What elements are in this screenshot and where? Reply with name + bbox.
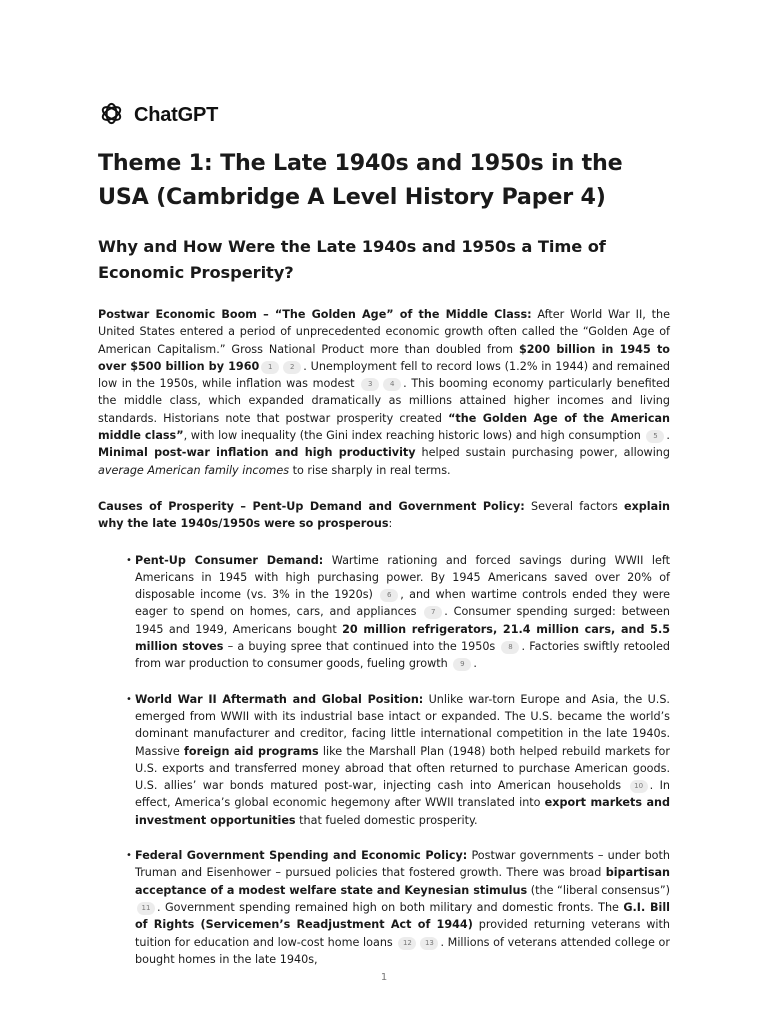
paragraph-postwar-boom [98,306,670,479]
citation-badge[interactable]: 7 [424,606,442,619]
bold-text: G.I. Bill of Rights (Servicemen’s Readjustment Act of 1944) [135,900,670,932]
causes-list [127,552,670,969]
list-item-federal-spending [127,847,670,968]
citation-badge[interactable]: 9 [453,658,471,671]
bold-text: Federal Government Spending and Economic Policy: [135,849,468,863]
citation-badge[interactable]: 5 [646,430,664,443]
text-run: : [388,517,393,531]
citation-badge[interactable]: 3 [361,378,379,391]
list-item-pent-up-demand [127,552,670,673]
text-run: . Millions of veterans attended college or bought homes in the late 1940s, [135,935,670,966]
openai-logo-icon [98,100,125,131]
bold-text: Minimal post-war inflation and high productivity [98,446,416,460]
bold-text: export markets and investment opportunities [135,796,670,827]
citation-badge[interactable]: 6 [380,589,398,602]
bold-text: explain why the late 1940s/1950s were so prosperous [98,499,670,531]
bold-text: bipartisan acceptance of a modest welfare state and Keynesian stimulus [135,866,670,897]
text-run: helped sustain purchasing power, allowing [415,446,670,460]
bold-text: foreign aid programs [184,744,319,758]
bold-text: Causes of Prosperity – Pent-Up Demand and Government Policy: [98,499,525,513]
brand-name: ChatGPT [134,104,219,126]
citation-badge[interactable]: 8 [501,641,519,654]
page-number: 1 [380,972,388,983]
bold-text: 20 million refrigerators, 21.4 million cars, and 5.5 million stoves [135,622,670,654]
text-run: . This booming economy particularly benefited the middle class, which expanded dramatically as millions attained higher incomes and living standards. Historians note that postwar prosperity created [98,377,670,425]
text-run: like the Marshall Plan (1948) both helped rebuild markets for U.S. exports and transferred money abroad that often returned to purchase American goods. U.S. allies’ war bonds matured post-war, injecting cash into American households [135,744,670,793]
text-run: Several factors [524,499,624,513]
text-run: provided returning veterans with tuition for education and low-cost home loans [135,918,670,949]
text-run: Postwar governments – under both Truman and Eisenhower – pursued policies that fostered growth. There was broad [135,849,670,880]
text-run: After World War II, the United States entered a period of unprecedented economic growth often called the “Golden Age of American Capitalism.” Gross National Product more than doubled from [98,308,670,356]
text-run: . Consumer spending surged: between 1945 and 1949, Americans bought [135,605,670,636]
bold-text: Postwar Economic Boom – “The Golden Age” of the Middle Class: [98,308,532,321]
text-run: . Government spending remained high on both military and domestic fronts. The [157,900,624,914]
bold-text: Pent-Up Consumer Demand: [135,553,324,567]
text-run: . [666,429,670,443]
text-run: . Unemployment fell to record lows (1.2% in 1944) and remained low in the 1950s, while inflation was modest [98,359,670,391]
citation-badge[interactable]: 12 [398,937,416,950]
paragraph-causes [98,498,670,533]
citation-badge[interactable]: 11 [137,902,155,915]
page-title: Theme 1: The Late 1940s and 1950s in the USA (Cambridge A Level History Paper 4) [98,150,623,210]
citation-badge[interactable]: 4 [383,378,401,391]
citation-badge[interactable]: 2 [283,361,301,374]
bold-text: “the Golden Age of the American middle class” [98,411,670,443]
bold-text: $200 billion in 1945 to over $500 billion by 1960 [98,342,670,373]
text-run: . [473,657,477,671]
citation-badge[interactable]: 13 [420,937,438,950]
text-run: Wartime rationing and forced savings during WWII left Americans in 1945 with high purchasing power. By 1945 Americans saved over 20% of disposable income (vs. 3% in the 1920s) [135,553,670,602]
citation-badge[interactable]: 10 [630,780,648,793]
text-run: . In effect, America’s global economic hegemony after WWII translated into [135,779,670,810]
text-run: . Factories swiftly retooled from war production to consumer goods, fueling growth [135,640,670,671]
text-run: (the “liberal consensus”) [527,883,671,897]
section-heading: Why and How Were the Late 1940s and 1950s a Time of Economic Prosperity? [98,237,606,282]
citation-badge[interactable]: 1 [261,361,279,374]
text-run: to rise sharply in real terms. [289,463,451,477]
list-item-wwii-aftermath [127,691,670,829]
bold-text: World War II Aftermath and Global Position: [135,692,424,706]
italic-text: average American family incomes [98,463,290,477]
brand-header [98,100,218,131]
text-run: , and when wartime controls ended they were eager to spend on homes, cars, and appliances [135,588,670,619]
text-run: , with low inequality (the Gini index reaching historic lows) and high consumption [183,429,645,443]
text-run: – a buying spree that continued into the 1950s [223,640,500,654]
document-body [98,146,670,986]
text-run: that fueled domestic prosperity. [295,813,478,827]
text-run: Unlike war-torn Europe and Asia, the U.S. emerged from WWII with its industrial base intact or expanded. The U.S. became the world’s dominant manufacturer and creditor, facing little international competition in the late 1940s. Massive [135,692,670,758]
